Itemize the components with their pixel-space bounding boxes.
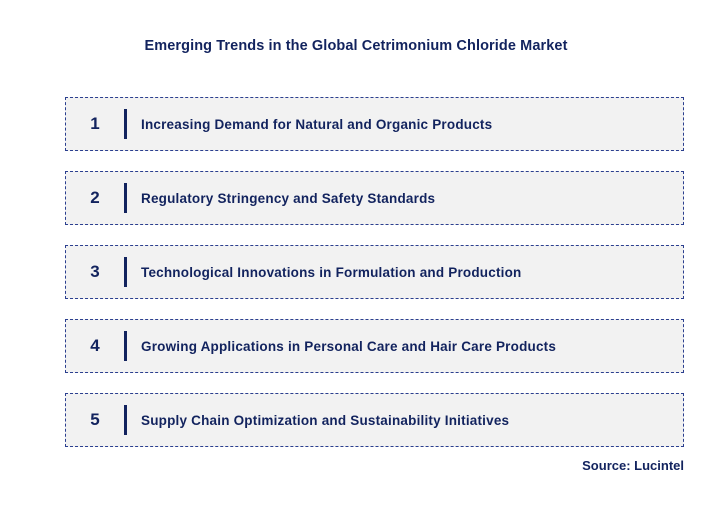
- list-item-number: 4: [90, 336, 100, 355]
- list-item-number: 2: [90, 188, 100, 207]
- list-item-number: 3: [90, 262, 100, 281]
- list-item-label: Regulatory Stringency and Safety Standards: [141, 190, 436, 206]
- source-credit: Source: Lucintel: [582, 458, 684, 473]
- list-item-label: Increasing Demand for Natural and Organic Products: [141, 116, 493, 132]
- page-title: Emerging Trends in the Global Cetrimonium Chloride Market: [144, 38, 568, 54]
- list-item: [65, 97, 684, 151]
- list-item-number: 5: [90, 410, 100, 429]
- list-item-label: Supply Chain Optimization and Sustainability Initiatives: [141, 412, 510, 428]
- list-item-label: Technological Innovations in Formulation and Production: [141, 264, 522, 280]
- list-item: [65, 245, 684, 299]
- list-item-label: Growing Applications in Personal Care and Hair Care Products: [141, 338, 557, 354]
- list-item-number: 1: [90, 114, 100, 133]
- trend-list: [65, 97, 684, 447]
- list-item: [65, 171, 684, 225]
- list-item: [65, 393, 684, 447]
- list-item: [65, 319, 684, 373]
